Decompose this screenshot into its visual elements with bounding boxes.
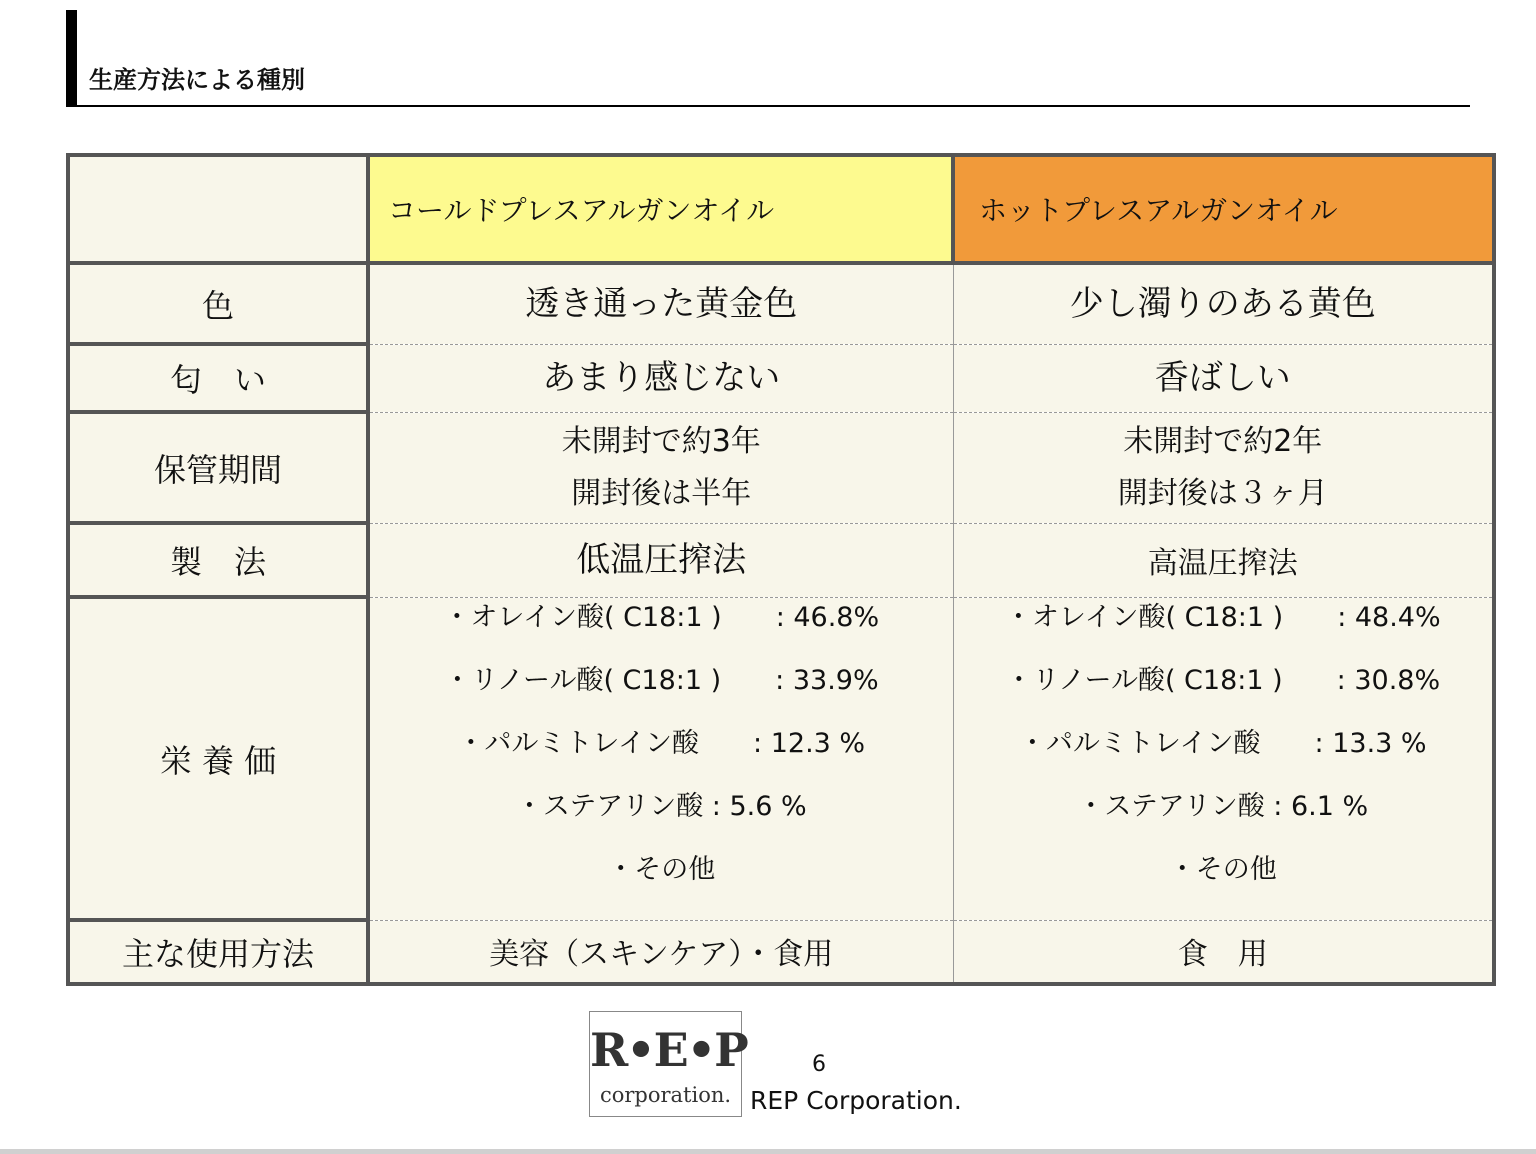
cell-storage-hot [953,412,1494,523]
company-logo [589,1011,747,1117]
storage-hot-line-1: 未開封で約2年 [1123,423,1323,459]
nutrition-cold-item: ・ステアリン酸 : 5.6 % [515,790,807,822]
logo-mark-text: R•E•P [590,1023,747,1077]
table-row-storage [68,412,1494,523]
cell-method-hot: 高温圧搾法 [953,523,1494,597]
cell-storage-cold [368,412,953,523]
storage-hot-line-2: 開封後は３ヶ月 [1117,475,1328,511]
title-underline [66,105,1470,107]
table-header-row [68,155,1494,263]
nutrition-cold-item: ・その他 [607,853,716,885]
table-row-method [68,523,1494,597]
cell-usage-cold: 美容（スキンケア）・食用 [368,920,953,984]
cell-nutrition-hot [953,597,1494,920]
header-hot-press: ホットプレスアルガンオイル [953,155,1494,263]
table-row-smell [68,344,1494,412]
storage-cold-line-2: 開封後は半年 [571,475,752,511]
cell-nutrition-cold [368,597,953,920]
header-cold-press: コールドプレスアルガンオイル [368,155,953,263]
bottom-divider [0,1149,1536,1154]
cell-method-cold: 低温圧搾法 [368,523,953,597]
logo-sub-text: corporation. [599,1083,732,1107]
nutrition-cold-item: ・リノール酸( C18:1 ) : 33.9% [443,664,879,696]
table-row-nutrition [68,597,1494,920]
row-label-storage: 保管期間 [68,412,368,523]
row-label-method: 製 法 [68,523,368,597]
nutrition-hot-item: ・オレイン酸( C18:1 ) : 48.4% [1004,601,1441,633]
page-number: 6 [812,1052,826,1077]
nutrition-cold-item: ・パルミトレイン酸 : 12.3 % [457,727,866,759]
comparison-table [66,153,1496,986]
nutrition-cold-item: ・オレイン酸( C18:1 ) : 46.8% [443,601,880,633]
cell-usage-hot: 食 用 [953,920,1494,984]
page-title: 生産方法による種別 [89,66,305,94]
row-label-color: 色 [68,263,368,344]
row-label-smell: 匂 い [68,344,368,412]
cell-color-cold: 透き通った黄金色 [368,263,953,344]
table-row-usage [68,920,1494,984]
nutrition-hot-item: ・リノール酸( C18:1 ) : 30.8% [1005,664,1441,696]
company-name: REP Corporation. [750,1086,962,1115]
row-label-usage: 主な使用方法 [68,920,368,984]
storage-cold-line-1: 未開封で約3年 [561,423,761,459]
nutrition-hot-item: ・その他 [1168,853,1277,885]
nutrition-hot-item: ・ステアリン酸 : 6.1 % [1077,790,1369,822]
cell-smell-cold: あまり感じない [368,344,953,412]
row-label-nutrition: 栄 養 価 [68,597,368,920]
table-row-color [68,263,1494,344]
cell-smell-hot: 香ばしい [953,344,1494,412]
title-accent-bar [66,10,77,107]
header-corner-cell [68,155,368,263]
cell-color-hot: 少し濁りのある黄色 [953,263,1494,344]
nutrition-hot-item: ・パルミトレイン酸 : 13.3 % [1018,727,1427,759]
